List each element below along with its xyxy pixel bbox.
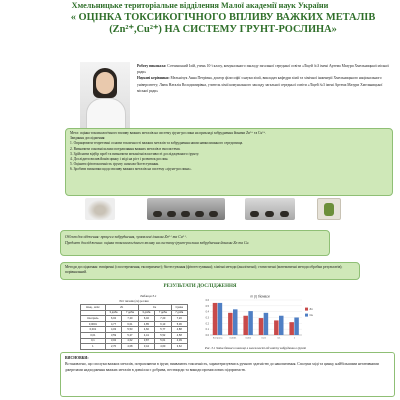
goal-task: 4. Дослідити вплив йонів цинку і міді на ріст і розвиток рослин. [70,157,169,162]
chart-bar [218,303,223,335]
chart-bar [243,316,248,335]
object-subject-box [60,230,330,256]
author-photo [80,62,130,130]
conclusion-box [60,352,395,397]
chart-bar [274,320,279,335]
table-cell: 0,001 [81,327,106,333]
poster-title: « ОЦІНКА ТОКСИКОГІЧНОГО ВПЛИВУ ВАЖКИХ МЕТАЛІВ (Zn²⁺,Cu²⁺) НА СИСТЕМУ ГРУНТ-РОСЛИНА» [70,12,376,35]
petri-dishes-photo [245,198,295,220]
seedling-pot-photo [317,198,341,220]
table-row [81,344,188,350]
chart-legend-label: Zn [309,307,313,311]
chart-bar [213,303,218,335]
author-label: Роботу виконала: [137,64,167,68]
table-cell: 5,53 [122,327,138,333]
table-header-cell: Конц., мг/кг [81,305,106,311]
photo-body [86,98,126,130]
chart-y-tick-label: 0.1 [205,328,209,332]
goal-task: 6. Зробити висновки щодо впливу важких металів на систему «ґрунт-рослина». [70,167,192,172]
chart-legend-swatch [305,308,308,311]
table-cell: 4,03 [105,327,121,333]
table-cell: 4,85 [138,321,154,327]
table-cell: 6,13 [155,321,171,327]
table-header-cell: Cu [138,305,171,311]
table-cell: Контроль [81,316,106,322]
table-cell: 4,09 [171,338,187,344]
table-cell: 2,70 [105,344,121,350]
chart-y-tick-label: 0.6 [205,299,209,302]
chart-y-tick-label: 0.4 [205,310,209,314]
chart-legend-swatch [305,314,308,317]
table-cell: 3,87 [138,338,154,344]
chart-bar [259,318,264,335]
table-cell: 4,62 [122,338,138,344]
biomass-chart [200,293,320,343]
photo-face [96,72,114,94]
table-cell: 5,06 [171,321,187,327]
goal-task: 2. Визначити основні шляхи потрапляння важких металів в екосистеми. [70,146,181,151]
supervisor-text: Мельнічук Анна Петрівна, доктор філософії з науки хімії, викладач кафедри хімії та хімічної інженерії Хмельницького національного університету; Лаюк Наталія Володимирівна, учитель хімії комунального закладу загальної середньої освіти «Ліцей №3 імені Артема Мазури Хмельницької міської ради» [137,76,383,93]
goal-task: 1. Опрацювати теоретичні основи токсичності важких металів та забруднення ними навколишнього середовища. [70,141,244,146]
table-cell: 1 [81,344,106,350]
table-cell: 7,20 [122,316,138,322]
supervisor-block [137,75,392,94]
table-header-cell: Суміш [171,305,187,311]
methods-box [60,262,360,280]
table-cell: 4,41 [138,332,154,338]
chart-bar [228,313,233,335]
biomass-chart-wrap [200,293,320,343]
table-cell: 3,62 [171,344,187,350]
table-cell: 4,08 [122,344,138,350]
author-block [137,63,392,75]
chart-x-tick-label: Контроль [212,337,223,340]
chart-x-tick-label: 0,01 [261,337,266,340]
table-caption: Таблиця 3.1 [140,294,157,298]
chart-x-tick-label: 0,0001 [229,337,237,340]
sample-jars-photo [147,198,225,220]
soil-sample-photo [85,198,115,220]
table-cell: 5,52 [155,332,171,338]
methods-text: Методи дослідження: емпіричні (спостереження, експеримент); біотестування (фітотестування); хімічні методи (аналітичні); статистичні (математичні методи обробки результатів); порівняльний. [65,265,343,275]
table-cell: 3,59 [105,332,121,338]
table-cell: 0,01 [81,332,106,338]
table-cell: 3,44 [138,344,154,350]
chart-y-tick-label: 0.2 [205,322,209,326]
table-cell: 6,01 [122,321,138,327]
chart-x-tick-label: 1 [293,337,295,340]
goal-box [65,128,393,196]
chart-legend-label: Cu [309,313,314,317]
chart-bar [264,313,269,335]
author-info [137,63,392,94]
table-subheader-cell: 3 доба [138,310,154,316]
conclusion-label: ВИСНОВКИ: [65,356,89,360]
table-cell: 0,1 [81,338,106,344]
chart-bar [289,322,294,335]
table-cell: 7,20 [155,316,171,322]
chart-bar [248,311,253,335]
table-title: Ріст пагонів (см) рослин [119,300,149,303]
table-cell: 6,02 [138,316,154,322]
table-header-cell: Zn [105,305,138,311]
results-table [80,304,188,350]
goal-task: 5. Оцінити фітотоксичність ґрунту шляхом біотестування. [70,162,159,167]
table-cell: 4,58 [171,332,187,338]
chart-bar [233,309,238,335]
table-cell: 4,60 [155,344,171,350]
table-cell: 5,77 [155,327,171,333]
table-subheader-cell: 3 доба [105,310,121,316]
goal-aim: Мета: оцінка токсикологічного впливу важких металів на систему ґрунт-рослина на прикладі забруднення йонами Zn²⁺ та Cu²⁺. [70,131,267,135]
chart-x-tick-label: 0,1 [277,337,281,340]
author-text: Сотчинський Ілій, учень 10-ї класу, комунального закладу загальної середньої освіти «Ліцей №3 імені Артема Мазури Хмельницької міської ради» [137,64,389,75]
table-cell: 6,02 [105,316,121,322]
chart-caption: Рис. 3.1 Зміна біомаси пшениці в залежності від вмісту забрудника в ґрунті [205,346,307,350]
chart-y-tick-label: 0.0 [205,334,209,337]
table-cell: 4,88 [171,327,187,333]
table-cell: 4,77 [105,321,121,327]
object-line: Об'єкт дослідження: процеси забруднення, зумовлені іонами Zn²⁺ та Cu²⁺. [65,235,187,239]
table-cell: 4,60 [138,327,154,333]
subject-line: Предмет дослідження: оцінка токсикологічного впливу на систему ґрунт-рослина забруднення йонами Zn та Cu. [65,241,250,245]
chart-bar [279,316,284,335]
table-cell: 3,02 [105,338,121,344]
experiment-photos [85,198,385,224]
chart-bar [294,318,299,336]
table-cell: 5,01 [155,338,171,344]
results-title: РЕЗУЛЬТАТИ ДОСЛІДЖЕННЯ [163,284,237,289]
chart-y-tick-label: 0.5 [205,304,209,308]
chart-title: m (г) біомаси [250,294,270,299]
table-subheader-cell: 7 доба [171,310,187,316]
table-cell: 7,20 [171,316,187,322]
table-subheader-cell: 7 доба [155,310,171,316]
supervisor-label: Наукові керівники: [137,76,170,81]
chart-y-tick-label: 0.3 [205,316,209,320]
chart-x-tick-label: 0,001 [245,337,252,340]
results-table-wrap [80,300,188,350]
organization-header: Хмельницьке територіальне відділення Малої академії наук України [71,1,329,10]
table-cell: 0,0001 [81,321,106,327]
goal-tasks-label: Завдання дослідження: [70,136,106,141]
table-cell: 5,27 [122,332,138,338]
table-subheader-cell: 7 доба [122,310,138,316]
conclusion-text: Встановлено, що сполуки важких металів, потрапляючи в ґрунт, виявляють токсичність, характеризуючись ручною здатністю до накопичення. Сполуки міді та цинку, найбільшими негативними джерелами надходження важких металів в довкілля є добрива, пестициди та викиди промислових підприємств. [65,362,379,372]
goal-task: 3. Здійснити відбір проб та визначити механічні властивості досліджуваного ґрунту. [70,151,200,156]
